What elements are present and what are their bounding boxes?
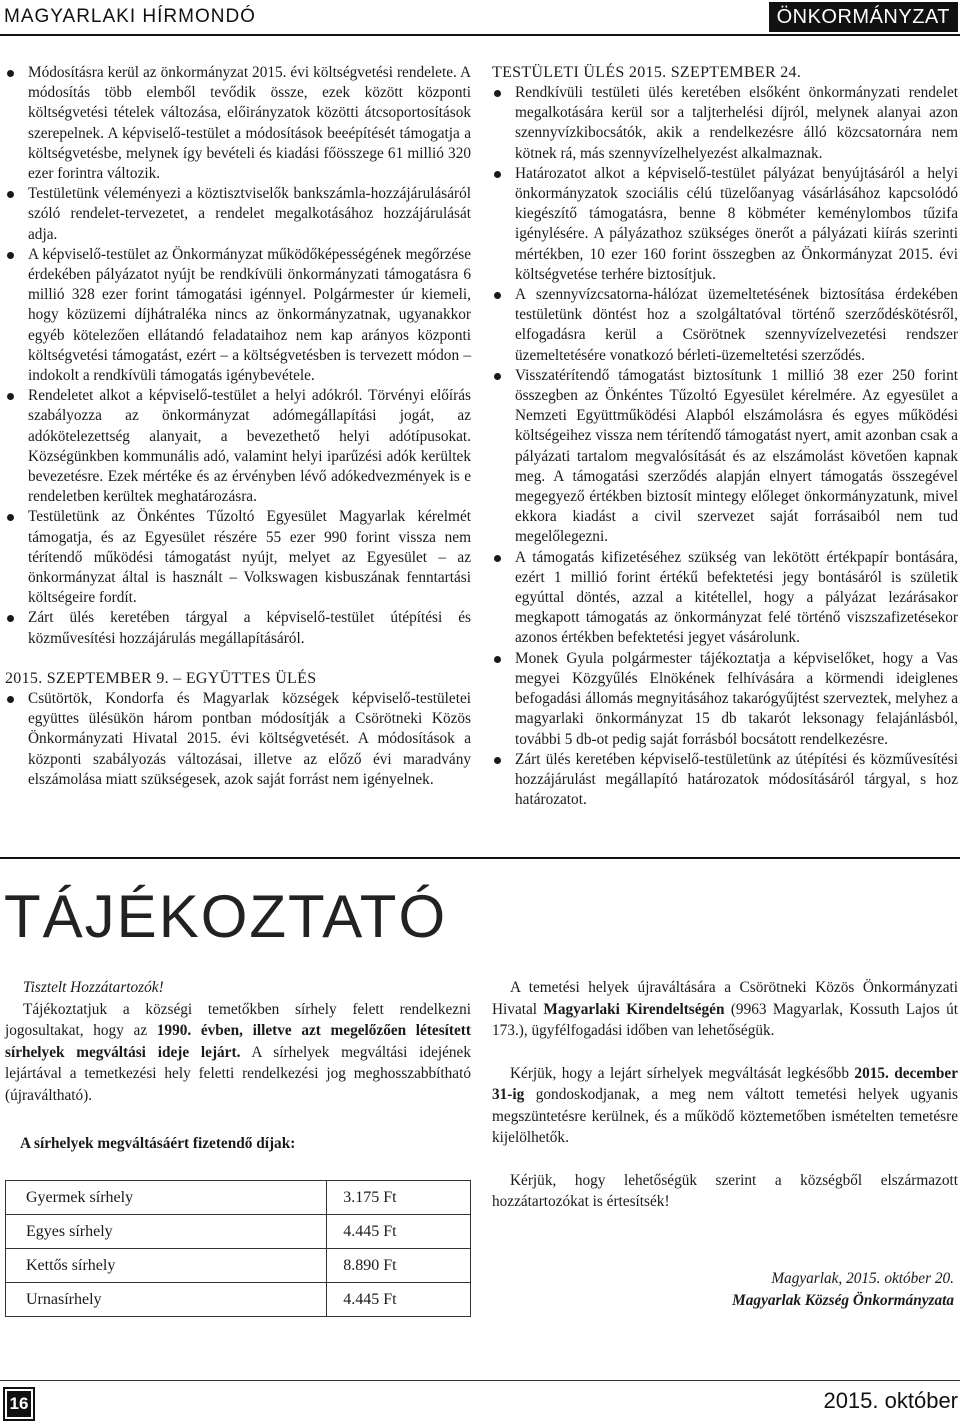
- newspaper-title: MAGYARLAKI HÍRMONDÓ: [4, 6, 256, 27]
- bullet-icon: [494, 757, 501, 764]
- fee-name: Egyes sírhely: [6, 1215, 327, 1249]
- bullet-icon: [7, 514, 14, 521]
- bullet-icon: [7, 696, 14, 703]
- bullet-icon: [7, 70, 14, 77]
- list-item: Zárt ülés keretében képviselő-testületünk az útépítési és közművesítési hozzájárulást megállapító határozatok módosításáról tárgyal, s hoz határozatot.: [492, 750, 958, 811]
- notice-right-text: [492, 977, 958, 1213]
- bullet-icon: [7, 252, 14, 259]
- list-item: Zárt ülés keretében tárgyal a képviselő-testület útépítési és közművesítési hozzájárulás megállapításáról.: [5, 608, 471, 648]
- header-rule: [0, 34, 960, 36]
- notice-left-text: [5, 977, 471, 1106]
- fee-name: Urnasírhely: [6, 1283, 327, 1317]
- list-item: A szennyvízcsatorna-hálózat üzemeltetésének biztosítása érdekében testületünk döntést hoz a szolgáltatóval történő szerződéskötésről, elfogadásra kerül a Csörötnek szennyvízelvezetési rendszer üzemeltetésére vonatkozó bérleti-üzemeltetési szerződés.: [492, 285, 958, 366]
- table-row: [6, 1181, 471, 1215]
- bullet-icon: [494, 373, 501, 380]
- fee-price: 4.445 Ft: [327, 1283, 471, 1317]
- notice-emphasis: 1990. évben, illetve azt megelőzően létesített sírhelyek megváltási ideje lejárt.: [5, 1022, 471, 1061]
- bullet-icon: [494, 555, 501, 562]
- list-item: Rendeletet alkot a képviselő-testület a helyi adókról. Törvényi előírás szabályozza az önkormányzat adómegállapítási jogát, az adókötelezettség alanyait, a bevezethető helyi adótípusokat. Községünkben kommunális adó, valamint helyi iparűzési adók kerültek bevezetésre. Ezek mértéke és az érvényben lévő adókedvezmények is e rendeletben kerültek meghatározásra.: [5, 386, 471, 507]
- notice-paragraph: A temetési helyek újraváltására a Csörötneki Közös Önkormányzati Hivatal Magyarlaki Kirendeltségén (9963 Magyarlak, Kossuth Lajos út 173.), ügyfélfogadási időben van lehetőségük.: [492, 979, 958, 1039]
- bullet-icon: [494, 171, 501, 178]
- signature-block: [732, 1268, 954, 1311]
- list-item: Csütörtök, Kondorfa és Magyarlak községek képviselő-testületei együttes ülésükön három pontban módosítják a Csörötneki Közös Önkormányzati Hivatal 2015. évi költségvetését. A módosítások a központi szabályozás változásai, illetve az előző évi maradvány elszámolása miatt szükségesek, azok saját forrást nem igényelnek.: [5, 689, 471, 790]
- notice-emphasis: Magyarlaki Kirendeltségén: [543, 1000, 725, 1018]
- notice-paragraph: Kérjük, hogy a lejárt sírhelyek megváltását legkésőbb 2015. december 31-ig gondoskodjanak, a meg nem váltott temetési helyek ugyanis megszüntetésre kerülnek, és a működő köztemetőben ismételten temetésre kijelölhetők.: [492, 1064, 958, 1146]
- right-bullet-list: [492, 83, 958, 810]
- fee-price: 4.445 Ft: [327, 1215, 471, 1249]
- fees-table: [5, 1180, 471, 1317]
- fees-title: A sírhelyek megváltásáért fizetendő díjak:: [20, 1135, 296, 1152]
- signature: Magyarlak Község Önkormányzata: [732, 1291, 954, 1309]
- notice-greeting: Tisztelt Hozzátartozók!: [23, 979, 164, 996]
- section-label: ÖNKORMÁNYZAT: [769, 2, 958, 32]
- table-row: [6, 1249, 471, 1283]
- list-item: Határozatot alkot a képviselő-testület pályázat benyújtásáról a helyi önkormányzatok szociális célú tüzelőanyag vásárlásához kapcsolódó kiegészítő támogatásra, benne 8 köbméter keménylombos tűzifa igénylésére. A pályázathoz szükséges önerőt a pályázati kiírás szerinti mértékben, 10 ezer 160 forint összegben az Önkormányzat 2015. évi költségvetése terhére biztosítjuk.: [492, 164, 958, 285]
- list-item: A képviselő-testület az Önkormányzat működőképességének megőrzése érdekében pályázatot nyújt be rendkívüli önkormányzati támogatásra 6 millió 328 ezer forint támogatási igénnyel. Polgármester úr kiemeli, hogy közüzemi díjhátraléka nincs az önkormányzatnak, ugyanakkor egyéb kötelezően ellátandó feladataihoz nem kap arányos központi költségvetési támogatást, ezért – a költségvetésben is tervezett módon – indokolt a rendkívüli támogatás igénybevétele.: [5, 245, 471, 386]
- notice-paragraph: Tájékoztatjuk a községi temetőkben sírhely felett rendelkezni jogosultakat, hogy az 1990. évben, illetve azt megelőzően létesített sírhelyek megváltási ideje lejárt. A sírhelyek megváltási idejének lejártával a temetkezési hely feletti rendelkezési jog meghosszabbítható (újraváltható).: [5, 1000, 471, 1104]
- section-title-joint-meeting: 2015. SZEPTEMBER 9. – EGYÜTTES ÜLÉS: [5, 669, 317, 687]
- list-item: Rendkívüli testületi ülés keretében elsőként önkormányzati rendelet megalkotására kerül sor a taljterhelési díjról, melynek alanyai azon szennyvízkibocsátók, akik a rendelkezésre álló közcsatornára nem kötnek rá, más szennyvízelhelyezést alkalmaznak.: [492, 83, 958, 164]
- list-item: A támogatás kifizetéséhez szükség van lekötött értékpapír bontására, ezért 1 millió forint értékű befektetési jegy bontásáról is születik egyúttal döntés, azzal a kitétellel, hogy a pályázat lezárásakor megkapott támogatás az önkormányzat felé történő viszszafizetésekor azonos értékben befektetési jegyet vásárolunk.: [492, 548, 958, 649]
- section-divider: [0, 857, 960, 859]
- table-row: [6, 1215, 471, 1249]
- footer-rule: [0, 1380, 960, 1381]
- bullet-icon: [7, 615, 14, 622]
- section-title-council-meeting: TESTÜLETI ÜLÉS 2015. SZEPTEMBER 24.: [492, 64, 802, 81]
- fee-price: 8.890 Ft: [327, 1249, 471, 1283]
- bullet-icon: [494, 656, 501, 663]
- joint-meeting-list: [5, 689, 471, 790]
- place-date: Magyarlak, 2015. október 20.: [771, 1270, 954, 1287]
- bullet-icon: [7, 191, 14, 198]
- list-item: Módosításra kerül az önkormányzat 2015. évi költségvetési rendelete. A módosítás több elemből tevődik össze, ezek között központi költségvetési tételek változása, előirányzatok közötti átcsoportosítások szerepelnek. A képviselő-testület a módosítások beeépítését támogatja a költségvetésbe, melynek így bevételi és kiadási főösszege 61 millió 320 ezer forintra változik.: [5, 63, 471, 184]
- notice-emphasis: 2015. december 31-ig: [492, 1064, 958, 1103]
- list-item: Visszatérítendő támogatást biztosítunk 1 millió 38 ezer 250 forint összegben az Önkéntes Tűzoltó Egyesület kérelmére. Az egyesület a Nemzeti Együttműködési Alapból elszámolásra és egyes működési költségeihez vissza nem térítendő támogatást nyert, amit azonban csak a pályázati tartalom megvalósítását és az elszámolást követően kapnak meg. A támogatási szerződés alapján elnyert támogatás összegével megegyező értékben biztosít mintegy előleget önkormányzatunk, mivel ekkora kiadást a civil szervezet saját forrásaiból nem tud megelőlegezni.: [492, 366, 958, 548]
- bullet-icon: [494, 292, 501, 299]
- left-column: [5, 63, 471, 790]
- right-column: [492, 63, 958, 810]
- notice-paragraph: Kérjük, hogy lehetőségük szerint a községből elszármazott hozzátartozókat is értesítsék!: [492, 1171, 958, 1210]
- list-item: Monek Gyula polgármester tájékoztatja a képviselőket, hogy a Vas megyei Közgyűlés Elnökének felhívására a körmendi ideiglenes befogadási állomás megnyitásához takarógyűjtést szerveztek, melyhez a magyarlaki önkormányzat 15 db takarót leksonagy felajánlásból, további 5 db-ot pedig saját forrásból bocsátott rendelkezésre.: [492, 649, 958, 750]
- fee-name: Kettős sírhely: [6, 1249, 327, 1283]
- notice-title: TÁJÉKOZTATÓ: [4, 883, 448, 950]
- left-bullet-list: [5, 63, 471, 649]
- fee-price: 3.175 Ft: [327, 1181, 471, 1215]
- list-item: Testületünk véleményezi a köztisztviselők bankszámla-hozzájárulásáról szóló rendelet-tervezetet, a rendelet megalkotásához hozzájárulását adja.: [5, 184, 471, 245]
- issue-date: 2015. október: [823, 1388, 958, 1413]
- bullet-icon: [494, 90, 501, 97]
- table-row: [6, 1283, 471, 1317]
- fee-name: Gyermek sírhely: [6, 1181, 327, 1215]
- bullet-icon: [7, 393, 14, 400]
- page-number: 16: [3, 1387, 35, 1421]
- list-item: Testületünk az Önkéntes Tűzoltó Egyesület Magyarlak kérelmét támogatja, és az Egyesület részére 55 ezer 990 forint vissza nem térítendő működési támogatást nyújt, melyet az Egyesület – az önkormányzat által is használt – Volkswagen kisbuszának fenntartási költségeire fordít.: [5, 507, 471, 608]
